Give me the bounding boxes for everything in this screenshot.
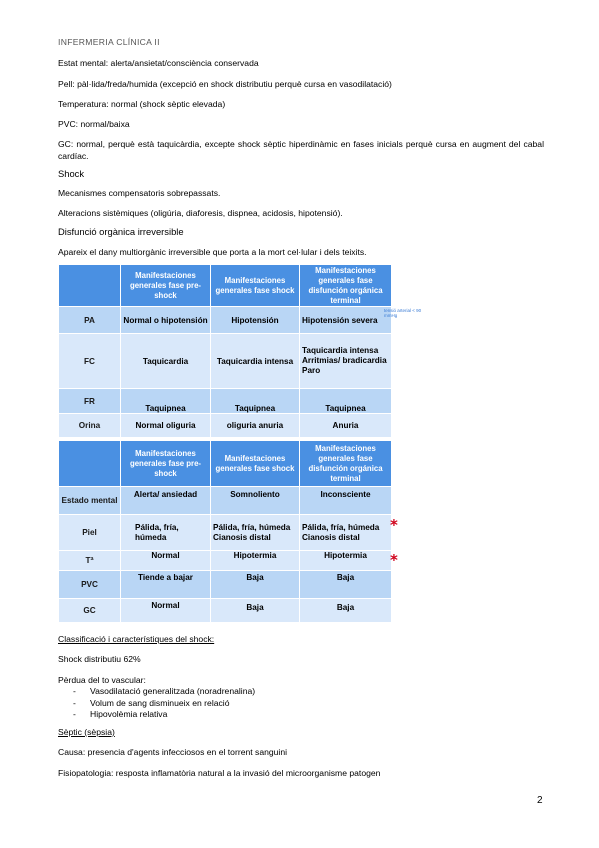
page-header: INFERMERIA CLÍNICA II — [58, 37, 160, 47]
row-label-gc: GC — [59, 599, 121, 623]
perdua-bullet-list — [58, 686, 255, 721]
table-cell: Taquicardia intensa Arritmias/ bradicardia Paro — [300, 334, 392, 389]
table2-corner — [59, 441, 121, 487]
disfuncio-heading: Disfunció orgànica irreversible — [58, 226, 184, 237]
fisiopatologia-line: Fisiopatologia: resposta inflamatòria natural a la invasió del microorganisme patogen — [58, 768, 381, 778]
table-cell: oliguria anuria — [211, 414, 300, 438]
shock-heading: Shock — [58, 168, 85, 179]
table-cell: Pálida, fría, húmeda Cianosis distal — [211, 515, 300, 551]
table-row — [59, 515, 392, 551]
table-row — [59, 389, 392, 414]
row-label-fr: FR — [59, 389, 121, 414]
table2-header-shock: Manifestaciones generales fase shock — [211, 441, 300, 487]
septic-heading: Sèptic (sèpsia) — [58, 727, 115, 737]
table-cell: Taquipnea — [121, 389, 211, 414]
table-row — [59, 334, 392, 389]
temperatura-line: Temperatura: normal (shock sèptic elevada) — [58, 99, 226, 109]
pvc-line: PVC: normal/baixa — [58, 119, 130, 129]
manifestaciones-table-2 — [58, 440, 392, 623]
table-row — [59, 487, 392, 515]
table1-header-terminal: Manifestaciones generales fase disfunción orgánica terminal — [300, 265, 392, 307]
table-cell: Inconsciente — [300, 487, 392, 515]
row-label-pvc: PVC — [59, 571, 121, 599]
table-cell: Hipotermia — [300, 551, 392, 571]
table1-header-row — [59, 265, 392, 307]
alteracions-line: Alteracions sistèmiques (oligúria, diaforesis, dispnea, acidosis, hipotensió). — [58, 208, 343, 218]
table-row — [59, 414, 392, 438]
table-cell: Taquipnea — [300, 389, 392, 414]
table-row — [59, 571, 392, 599]
table-cell: Tiende a bajar — [121, 571, 211, 599]
table-row — [59, 551, 392, 571]
disfuncio-text: Apareix el dany multiorgànic irreversible que porta a la mort cel·lular i dels teixits. — [58, 247, 367, 257]
table-cell: Normal o hipotensión — [121, 307, 211, 334]
red-asterisk-icon: * — [390, 551, 398, 569]
causa-line: Causa: presencia d'agents infecciosos en el torrent sanguini — [58, 747, 288, 757]
mecanismes-line: Mecanismes compensatoris sobrepassats. — [58, 188, 221, 198]
table-row — [59, 307, 392, 334]
table-cell: Baja — [211, 571, 300, 599]
table2-header-terminal: Manifestaciones generales fase disfunción orgánica terminal — [300, 441, 392, 487]
shock-distributiu-line: Shock distributiu 62% — [58, 654, 141, 664]
table-cell: Alerta/ ansiedad — [121, 487, 211, 515]
table-cell: Hipotermia — [211, 551, 300, 571]
row-label-temperatura: Tª — [59, 551, 121, 571]
classificacio-heading: Classificació i característiques del shock: — [58, 634, 215, 644]
estat-mental-line: Estat mental: alerta/ansietat/consciència conservada — [58, 58, 259, 68]
red-asterisk-icon: * — [390, 516, 398, 534]
table-cell: Normal — [121, 551, 211, 571]
row-label-piel: Piel — [59, 515, 121, 551]
table-cell: Normal — [121, 599, 211, 623]
gc-paragraph: GC: normal, perquè està taquicàrdia, excepte shock sèptic hiperdinàmic en fases inicials perquè cursa en augment del cabal cardíac. — [58, 139, 544, 161]
page-number: 2 — [537, 795, 543, 806]
table-cell: Pálida, fría, húmeda Cianosis distal — [300, 515, 392, 551]
list-item: - Hipovolèmia relativa — [58, 709, 255, 721]
list-item: - Volum de sang disminueix en relació — [58, 698, 255, 710]
list-item: - Vasodilatació generalitzada (noradrenalina) — [58, 686, 255, 698]
table-cell: Somnoliento — [211, 487, 300, 515]
table1-header-preshock: Manifestaciones generales fase pre-shock — [121, 265, 211, 307]
table-cell: Taquicardia — [121, 334, 211, 389]
row-label-fc: FC — [59, 334, 121, 389]
table-cell: Hipotensión severa — [300, 307, 392, 334]
table1-header-shock: Manifestaciones generales fase shock — [211, 265, 300, 307]
table-cell: Baja — [300, 571, 392, 599]
row-label-pa: PA — [59, 307, 121, 334]
table2-header-row — [59, 441, 392, 487]
table-cell: Baja — [211, 599, 300, 623]
table1-margin-note: tensió arterial < 90 mmHg — [384, 308, 422, 318]
table-cell: Hipotensión — [211, 307, 300, 334]
pell-line: Pell: pàl·lida/freda/humida (excepció en shock distributiu perquè cursa en vasodilatació) — [58, 79, 392, 89]
table-cell: Normal oliguria — [121, 414, 211, 438]
row-label-orina: Orina — [59, 414, 121, 438]
table-cell: Taquicardia intensa — [211, 334, 300, 389]
row-label-estado-mental: Estado mental — [59, 487, 121, 515]
table-row — [59, 599, 392, 623]
manifestaciones-table-1 — [58, 264, 392, 438]
table2-header-preshock: Manifestaciones generales fase pre-shock — [121, 441, 211, 487]
table-cell: Taquipnea — [211, 389, 300, 414]
table-cell: Baja — [300, 599, 392, 623]
table-cell: Anuria — [300, 414, 392, 438]
perdua-line: Pèrdua del to vascular: — [58, 675, 146, 685]
table1-corner — [59, 265, 121, 307]
table-cell: Pálida, fría, húmeda — [121, 515, 211, 551]
